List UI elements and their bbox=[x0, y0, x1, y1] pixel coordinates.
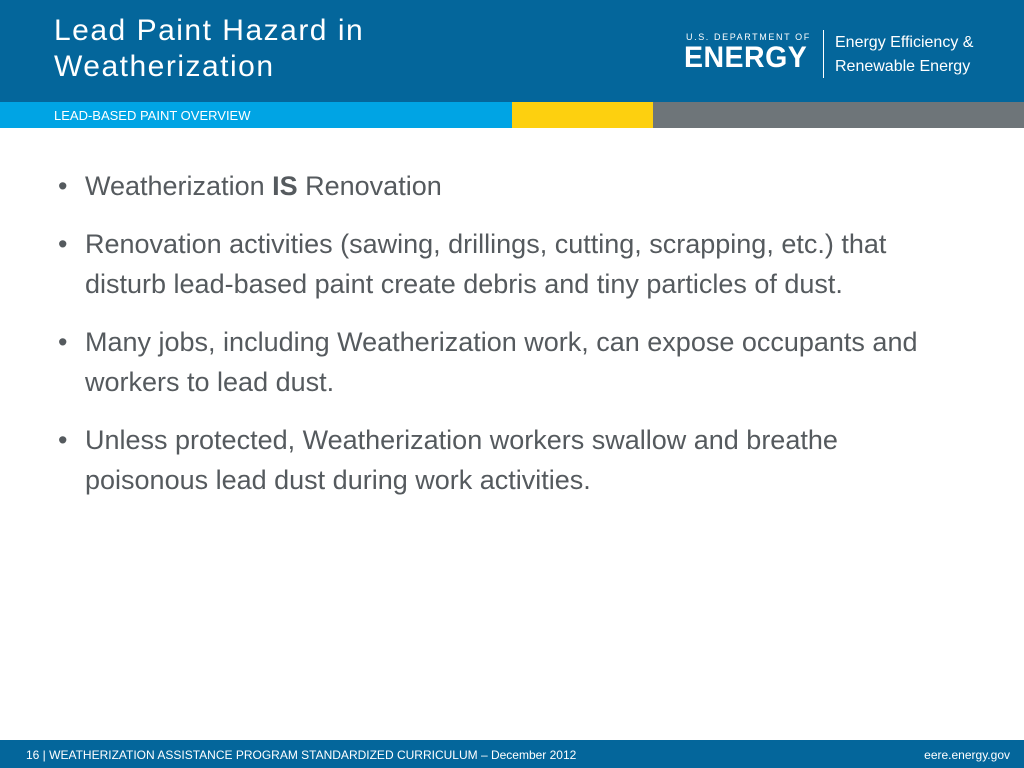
bullet-text-pre: Weatherization bbox=[85, 171, 273, 201]
slide-header bbox=[0, 0, 1024, 102]
bullet-item bbox=[58, 224, 958, 304]
bullet-item bbox=[58, 420, 958, 500]
bullet-text-bold: IS bbox=[272, 171, 298, 201]
footer-left-text: 16 | WEATHERIZATION ASSISTANCE PROGRAM STANDARDIZED CURRICULUM – December 2012 bbox=[26, 748, 577, 762]
accent-bar-yellow bbox=[512, 102, 653, 128]
bullet-text: Renovation activities (sawing, drillings, cutting, scrapping, etc.) that disturb lead-based paint create debris and tiny particles of dust. bbox=[85, 229, 887, 299]
bullet-item bbox=[58, 322, 958, 402]
bullet-list bbox=[58, 166, 958, 518]
doe-eere-logo bbox=[684, 30, 1014, 80]
logo-divider bbox=[823, 30, 824, 78]
slide-title bbox=[54, 13, 364, 85]
bullet-text: Many jobs, including Weatherization work, can expose occupants and workers to lead dust. bbox=[85, 327, 918, 397]
logo-subtitle-line2: Renewable Energy bbox=[835, 58, 971, 75]
section-label: LEAD-BASED PAINT OVERVIEW bbox=[54, 108, 251, 123]
bullet-text-post: Renovation bbox=[297, 171, 442, 201]
bullet-text: Unless protected, Weatherization workers swallow and breathe poisonous lead dust during work activities. bbox=[85, 425, 838, 495]
slide-footer bbox=[0, 740, 1024, 768]
footer-website-text: eere.energy.gov bbox=[924, 748, 1010, 762]
logo-energy-text: ENERGY bbox=[684, 41, 808, 74]
logo-department-text: U.S. DEPARTMENT OF bbox=[686, 32, 811, 42]
accent-bar-gray bbox=[653, 102, 1024, 128]
logo-subtitle-line1: Energy Efficiency & bbox=[835, 34, 974, 51]
slide-title-line2: Weatherization bbox=[54, 50, 275, 83]
slide-title-line1: Lead Paint Hazard in bbox=[54, 14, 365, 47]
bullet-item bbox=[58, 166, 958, 206]
